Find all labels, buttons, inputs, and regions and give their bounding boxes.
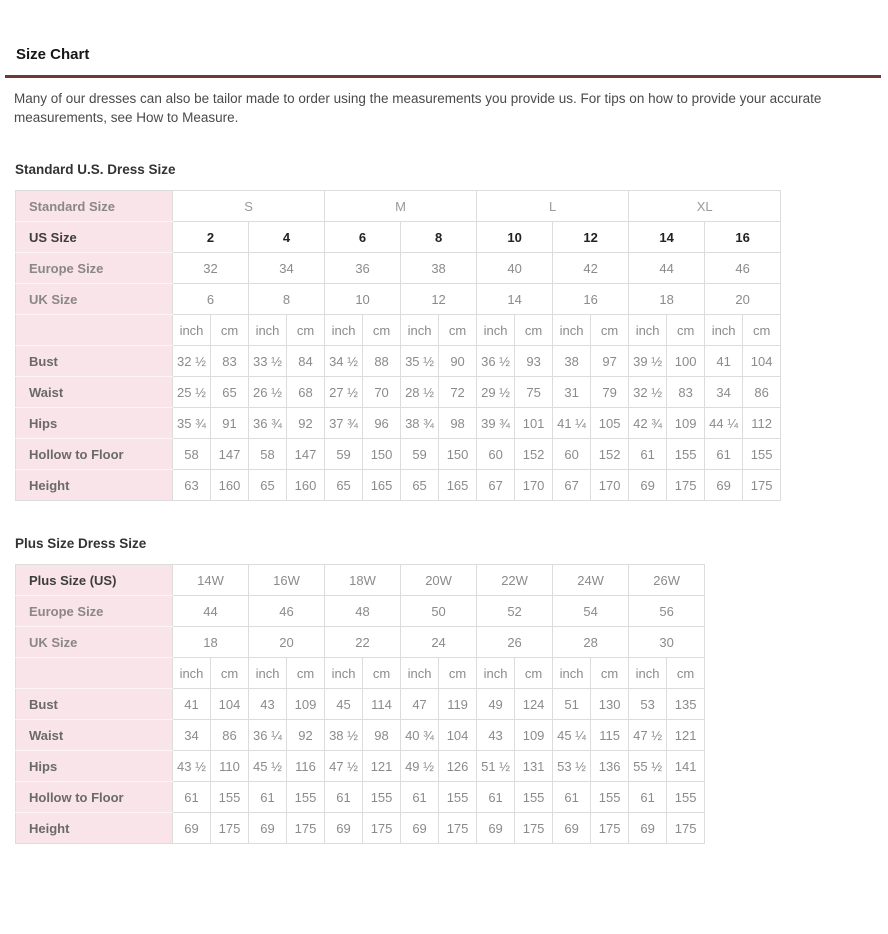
- size-cell: 54: [553, 596, 629, 627]
- measure-inch-cell: 59: [325, 439, 363, 470]
- corner-label: Standard Size: [16, 191, 173, 222]
- row-label: Bust: [16, 689, 173, 720]
- group-size-cell: XL: [629, 191, 781, 222]
- measure-inch-cell: 47 ½: [629, 720, 667, 751]
- unit-cell: cm: [591, 658, 629, 689]
- size-cell: 16: [705, 222, 781, 253]
- measure-inch-cell: 55 ½: [629, 751, 667, 782]
- measure-inch-cell: 39 ½: [629, 346, 667, 377]
- measure-inch-cell: 51 ½: [477, 751, 515, 782]
- size-cell: 56: [629, 596, 705, 627]
- measure-inch-cell: 69: [705, 470, 743, 501]
- measure-cm-cell: 175: [667, 813, 705, 844]
- measure-inch-cell: 45: [325, 689, 363, 720]
- measure-cm-cell: 92: [287, 720, 325, 751]
- size-cell: 16: [553, 284, 629, 315]
- measure-cm-cell: 104: [743, 346, 781, 377]
- measure-inch-cell: 67: [553, 470, 591, 501]
- measure-inch-cell: 36 ¾: [249, 408, 287, 439]
- measure-inch-cell: 34: [173, 720, 211, 751]
- measure-cm-cell: 136: [591, 751, 629, 782]
- measure-cm-cell: 92: [287, 408, 325, 439]
- measure-cm-cell: 90: [439, 346, 477, 377]
- size-cell: 46: [249, 596, 325, 627]
- measure-cm-cell: 119: [439, 689, 477, 720]
- size-cell: 38: [401, 253, 477, 284]
- row-label: UK Size: [16, 627, 173, 658]
- unit-cell: inch: [705, 315, 743, 346]
- measure-inch-cell: 69: [629, 813, 667, 844]
- title-divider: [5, 75, 881, 78]
- unit-cell: cm: [439, 315, 477, 346]
- measure-inch-cell: 47: [401, 689, 439, 720]
- measure-cm-cell: 115: [591, 720, 629, 751]
- measure-cm-cell: 175: [363, 813, 401, 844]
- measure-inch-cell: 59: [401, 439, 439, 470]
- measure-inch-cell: 36 ½: [477, 346, 515, 377]
- row-label: Waist: [16, 377, 173, 408]
- measure-inch-cell: 45 ¼: [553, 720, 591, 751]
- measure-inch-cell: 61: [553, 782, 591, 813]
- measure-inch-cell: 34 ½: [325, 346, 363, 377]
- size-cell: 18: [173, 627, 249, 658]
- size-cell: 50: [401, 596, 477, 627]
- measure-cm-cell: 155: [439, 782, 477, 813]
- measure-cm-cell: 175: [515, 813, 553, 844]
- measure-cm-cell: 155: [363, 782, 401, 813]
- measure-inch-cell: 31: [553, 377, 591, 408]
- measure-inch-cell: 40 ¾: [401, 720, 439, 751]
- measure-inch-cell: 63: [173, 470, 211, 501]
- measure-inch-cell: 28 ½: [401, 377, 439, 408]
- unit-cell: cm: [211, 315, 249, 346]
- measure-inch-cell: 49: [477, 689, 515, 720]
- measure-cm-cell: 160: [287, 470, 325, 501]
- measure-cm-cell: 116: [287, 751, 325, 782]
- measure-cm-cell: 96: [363, 408, 401, 439]
- measure-cm-cell: 150: [439, 439, 477, 470]
- measure-inch-cell: 45 ½: [249, 751, 287, 782]
- measure-cm-cell: 141: [667, 751, 705, 782]
- measure-inch-cell: 25 ½: [173, 377, 211, 408]
- size-cell: 14: [477, 284, 553, 315]
- measure-inch-cell: 44 ¼: [705, 408, 743, 439]
- measure-cm-cell: 121: [667, 720, 705, 751]
- group-size-cell: M: [325, 191, 477, 222]
- measure-cm-cell: 121: [363, 751, 401, 782]
- group-size-cell: L: [477, 191, 629, 222]
- row-label: US Size: [16, 222, 173, 253]
- size-cell: 40: [477, 253, 553, 284]
- unit-cell: cm: [211, 658, 249, 689]
- measure-inch-cell: 69: [401, 813, 439, 844]
- unit-cell: inch: [173, 658, 211, 689]
- unit-cell: cm: [287, 658, 325, 689]
- size-chart-page: [0, 46, 888, 844]
- measure-cm-cell: 131: [515, 751, 553, 782]
- measure-cm-cell: 105: [591, 408, 629, 439]
- size-cell: 22: [325, 627, 401, 658]
- measure-cm-cell: 165: [363, 470, 401, 501]
- page-title: Size Chart: [16, 46, 90, 63]
- measure-cm-cell: 100: [667, 346, 705, 377]
- unit-cell: inch: [249, 658, 287, 689]
- measure-inch-cell: 61: [477, 782, 515, 813]
- size-cell: 14: [629, 222, 705, 253]
- unit-cell: cm: [743, 315, 781, 346]
- unit-cell: inch: [325, 658, 363, 689]
- measure-inch-cell: 26 ½: [249, 377, 287, 408]
- size-cell: 44: [173, 596, 249, 627]
- measure-cm-cell: 75: [515, 377, 553, 408]
- size-cell: 32: [173, 253, 249, 284]
- unit-cell: cm: [591, 315, 629, 346]
- row-label: Hollow to Floor: [16, 782, 173, 813]
- measure-inch-cell: 61: [629, 439, 667, 470]
- row-label: Europe Size: [16, 253, 173, 284]
- size-cell: 2: [173, 222, 249, 253]
- measure-inch-cell: 69: [249, 813, 287, 844]
- measure-inch-cell: 61: [629, 782, 667, 813]
- measure-inch-cell: 53: [629, 689, 667, 720]
- measure-cm-cell: 155: [667, 439, 705, 470]
- measure-cm-cell: 98: [439, 408, 477, 439]
- size-cell: 24W: [553, 565, 629, 596]
- measure-cm-cell: 101: [515, 408, 553, 439]
- unit-cell: inch: [477, 658, 515, 689]
- measure-cm-cell: 155: [591, 782, 629, 813]
- unit-row-corner: [16, 315, 173, 346]
- size-cell: 18: [629, 284, 705, 315]
- measure-inch-cell: 43: [249, 689, 287, 720]
- row-label: Hips: [16, 408, 173, 439]
- measure-inch-cell: 58: [249, 439, 287, 470]
- measure-inch-cell: 38: [553, 346, 591, 377]
- size-cell: 34: [249, 253, 325, 284]
- measure-inch-cell: 69: [325, 813, 363, 844]
- unit-cell: cm: [667, 658, 705, 689]
- measure-cm-cell: 83: [211, 346, 249, 377]
- row-label: Height: [16, 813, 173, 844]
- group-size-cell: S: [173, 191, 325, 222]
- measure-cm-cell: 83: [667, 377, 705, 408]
- row-label: Hips: [16, 751, 173, 782]
- unit-cell: cm: [287, 315, 325, 346]
- measure-cm-cell: 68: [287, 377, 325, 408]
- measure-cm-cell: 109: [667, 408, 705, 439]
- measure-inch-cell: 42 ¾: [629, 408, 667, 439]
- measure-inch-cell: 35 ¾: [173, 408, 211, 439]
- unit-cell: cm: [363, 315, 401, 346]
- size-cell: 16W: [249, 565, 325, 596]
- unit-cell: inch: [249, 315, 287, 346]
- unit-cell: inch: [629, 315, 667, 346]
- unit-cell: cm: [667, 315, 705, 346]
- size-cell: 14W: [173, 565, 249, 596]
- row-label: UK Size: [16, 284, 173, 315]
- measure-cm-cell: 91: [211, 408, 249, 439]
- measure-cm-cell: 175: [439, 813, 477, 844]
- measure-cm-cell: 170: [591, 470, 629, 501]
- size-cell: 24: [401, 627, 477, 658]
- measure-inch-cell: 53 ½: [553, 751, 591, 782]
- row-label: Europe Size: [16, 596, 173, 627]
- measure-cm-cell: 104: [211, 689, 249, 720]
- measure-inch-cell: 43 ½: [173, 751, 211, 782]
- size-cell: 8: [401, 222, 477, 253]
- measure-inch-cell: 37 ¾: [325, 408, 363, 439]
- measure-inch-cell: 61: [705, 439, 743, 470]
- size-cell: 20: [705, 284, 781, 315]
- unit-cell: cm: [363, 658, 401, 689]
- measure-cm-cell: 175: [211, 813, 249, 844]
- measure-cm-cell: 152: [591, 439, 629, 470]
- size-cell: 6: [325, 222, 401, 253]
- measure-cm-cell: 112: [743, 408, 781, 439]
- measure-cm-cell: 110: [211, 751, 249, 782]
- size-cell: 20: [249, 627, 325, 658]
- measure-cm-cell: 175: [667, 470, 705, 501]
- size-cell: 18W: [325, 565, 401, 596]
- measure-cm-cell: 126: [439, 751, 477, 782]
- measure-cm-cell: 124: [515, 689, 553, 720]
- size-cell: 22W: [477, 565, 553, 596]
- measure-cm-cell: 93: [515, 346, 553, 377]
- measure-inch-cell: 60: [553, 439, 591, 470]
- size-cell: 44: [629, 253, 705, 284]
- measure-inch-cell: 36 ¼: [249, 720, 287, 751]
- size-cell: 52: [477, 596, 553, 627]
- measure-inch-cell: 69: [477, 813, 515, 844]
- size-cell: 26: [477, 627, 553, 658]
- measure-cm-cell: 72: [439, 377, 477, 408]
- size-cell: 48: [325, 596, 401, 627]
- measure-inch-cell: 34: [705, 377, 743, 408]
- measure-inch-cell: 61: [173, 782, 211, 813]
- unit-cell: inch: [553, 315, 591, 346]
- measure-cm-cell: 152: [515, 439, 553, 470]
- measure-cm-cell: 155: [287, 782, 325, 813]
- size-cell: 46: [705, 253, 781, 284]
- measure-inch-cell: 69: [629, 470, 667, 501]
- measure-inch-cell: 69: [173, 813, 211, 844]
- measure-inch-cell: 41: [173, 689, 211, 720]
- unit-cell: cm: [515, 315, 553, 346]
- intro-text: Many of our dresses can also be tailor made to order using the measurements you provide us. For tips on how to provide your accurate measurements, see How to Measure.: [14, 91, 822, 125]
- standard-size-heading: Standard U.S. Dress Size: [15, 162, 176, 177]
- row-label: Bust: [16, 346, 173, 377]
- plus-size-table: [15, 564, 705, 844]
- measure-inch-cell: 35 ½: [401, 346, 439, 377]
- measure-inch-cell: 61: [401, 782, 439, 813]
- size-cell: 20W: [401, 565, 477, 596]
- size-cell: 4: [249, 222, 325, 253]
- measure-inch-cell: 65: [325, 470, 363, 501]
- measure-cm-cell: 175: [743, 470, 781, 501]
- measure-cm-cell: 70: [363, 377, 401, 408]
- measure-inch-cell: 49 ½: [401, 751, 439, 782]
- measure-inch-cell: 67: [477, 470, 515, 501]
- measure-cm-cell: 147: [287, 439, 325, 470]
- size-cell: 10: [325, 284, 401, 315]
- size-cell: 36: [325, 253, 401, 284]
- measure-cm-cell: 135: [667, 689, 705, 720]
- row-label: Waist: [16, 720, 173, 751]
- unit-row-corner: [16, 658, 173, 689]
- size-cell: 12: [553, 222, 629, 253]
- measure-cm-cell: 160: [211, 470, 249, 501]
- measure-cm-cell: 130: [591, 689, 629, 720]
- row-label: Plus Size (US): [16, 565, 173, 596]
- measure-cm-cell: 109: [515, 720, 553, 751]
- measure-inch-cell: 61: [249, 782, 287, 813]
- size-cell: 12: [401, 284, 477, 315]
- measure-inch-cell: 41: [705, 346, 743, 377]
- measure-cm-cell: 86: [211, 720, 249, 751]
- measure-cm-cell: 165: [439, 470, 477, 501]
- unit-cell: inch: [477, 315, 515, 346]
- measure-cm-cell: 86: [743, 377, 781, 408]
- measure-cm-cell: 104: [439, 720, 477, 751]
- measure-inch-cell: 39 ¾: [477, 408, 515, 439]
- measure-inch-cell: 69: [553, 813, 591, 844]
- unit-cell: inch: [401, 315, 439, 346]
- standard-size-table: [15, 190, 781, 501]
- measure-inch-cell: 58: [173, 439, 211, 470]
- measure-cm-cell: 79: [591, 377, 629, 408]
- measure-inch-cell: 41 ¼: [553, 408, 591, 439]
- measure-inch-cell: 61: [325, 782, 363, 813]
- size-cell: 8: [249, 284, 325, 315]
- unit-cell: cm: [515, 658, 553, 689]
- unit-cell: inch: [401, 658, 439, 689]
- measure-cm-cell: 84: [287, 346, 325, 377]
- measure-inch-cell: 38 ½: [325, 720, 363, 751]
- measure-cm-cell: 175: [287, 813, 325, 844]
- row-label: Hollow to Floor: [16, 439, 173, 470]
- measure-inch-cell: 65: [249, 470, 287, 501]
- measure-cm-cell: 175: [591, 813, 629, 844]
- unit-cell: inch: [173, 315, 211, 346]
- measure-cm-cell: 65: [211, 377, 249, 408]
- plus-size-heading: Plus Size Dress Size: [15, 536, 147, 551]
- measure-cm-cell: 109: [287, 689, 325, 720]
- measure-cm-cell: 98: [363, 720, 401, 751]
- size-cell: 28: [553, 627, 629, 658]
- measure-cm-cell: 114: [363, 689, 401, 720]
- measure-cm-cell: 155: [515, 782, 553, 813]
- size-cell: 42: [553, 253, 629, 284]
- size-cell: 6: [173, 284, 249, 315]
- measure-inch-cell: 47 ½: [325, 751, 363, 782]
- measure-inch-cell: 51: [553, 689, 591, 720]
- measure-cm-cell: 150: [363, 439, 401, 470]
- size-cell: 30: [629, 627, 705, 658]
- unit-cell: inch: [629, 658, 667, 689]
- measure-inch-cell: 29 ½: [477, 377, 515, 408]
- measure-inch-cell: 33 ½: [249, 346, 287, 377]
- measure-inch-cell: 32 ½: [173, 346, 211, 377]
- measure-cm-cell: 147: [211, 439, 249, 470]
- row-label: Height: [16, 470, 173, 501]
- measure-inch-cell: 60: [477, 439, 515, 470]
- measure-inch-cell: 32 ½: [629, 377, 667, 408]
- measure-inch-cell: 27 ½: [325, 377, 363, 408]
- measure-cm-cell: 155: [667, 782, 705, 813]
- measure-inch-cell: 43: [477, 720, 515, 751]
- measure-cm-cell: 170: [515, 470, 553, 501]
- measure-cm-cell: 88: [363, 346, 401, 377]
- size-cell: 26W: [629, 565, 705, 596]
- measure-inch-cell: 65: [401, 470, 439, 501]
- measure-cm-cell: 97: [591, 346, 629, 377]
- measure-cm-cell: 155: [211, 782, 249, 813]
- measure-inch-cell: 38 ¾: [401, 408, 439, 439]
- measure-cm-cell: 155: [743, 439, 781, 470]
- unit-cell: inch: [325, 315, 363, 346]
- unit-cell: inch: [553, 658, 591, 689]
- unit-cell: cm: [439, 658, 477, 689]
- size-cell: 10: [477, 222, 553, 253]
